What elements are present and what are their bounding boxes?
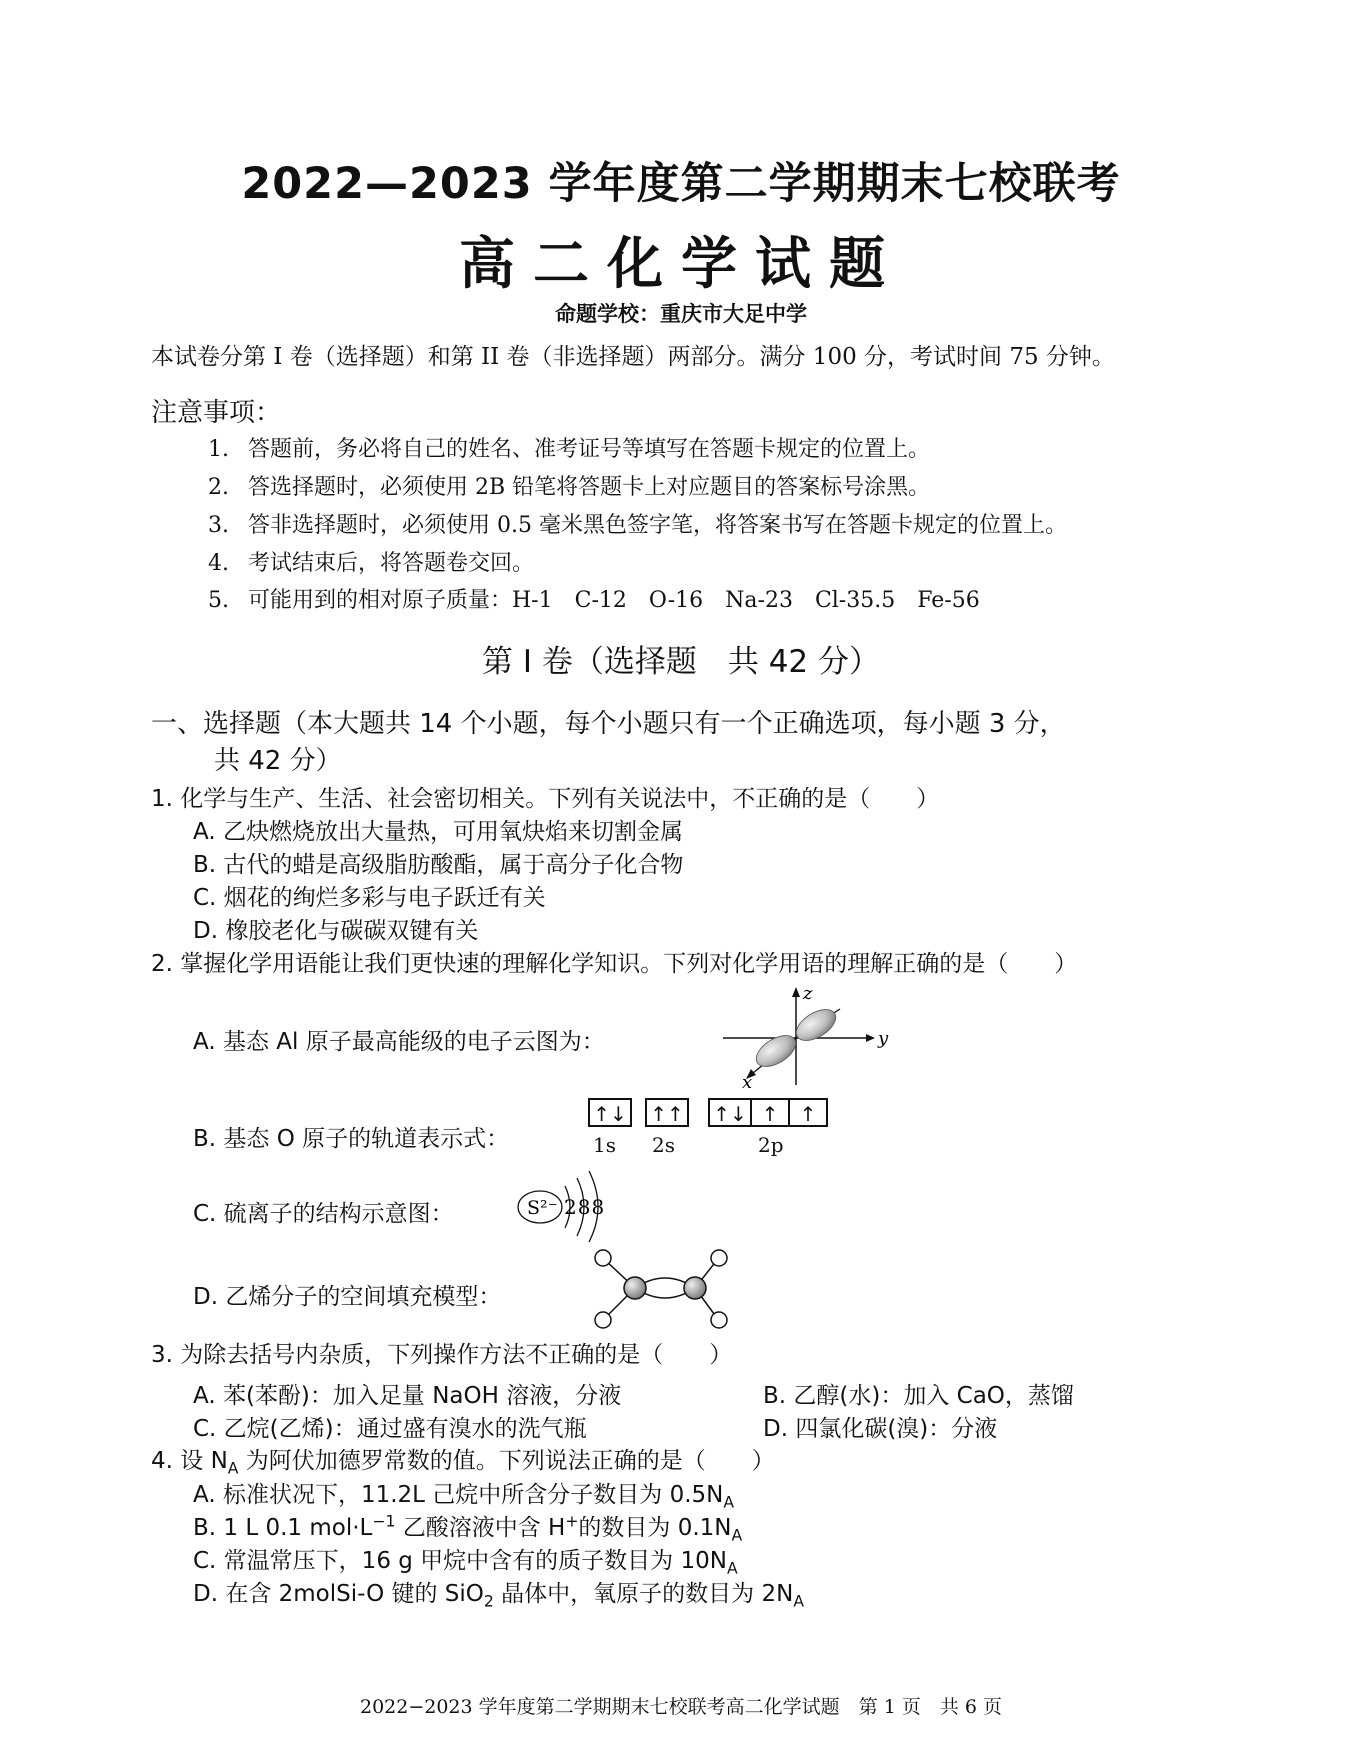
electron-shell-counts: 288: [564, 1195, 606, 1219]
q4-option-b: [193, 1509, 742, 1545]
q3-option-c: C. 乙烷(乙烯)：通过盛有溴水的洗气瓶: [193, 1416, 587, 1442]
orbital-label-2p: 2p: [758, 1133, 784, 1157]
note-text: 答非选择题时，必须使用 0.5 毫米黑色签字笔，将答案书写在答题卡规定的位置上。: [248, 513, 1067, 538]
note-text: 可能用到的相对原子质量：H-1 C-12 O-16 Na-23 Cl-35.5 Fe-56: [248, 588, 980, 613]
note-item: [208, 583, 980, 614]
page-footer: 2022−2023 学年度第二学期期末七校联考高二化学试题 第 1 页 共 6 页: [359, 1696, 1002, 1718]
q3-option-a: A. 苯(苯酚)：加入足量 NaOH 溶液，分液: [193, 1383, 622, 1409]
q4-option-a: [193, 1476, 734, 1512]
q1-option-b: B. 古代的蜡是高级脂肪酸酯，属于高分子化合物: [193, 852, 684, 878]
note-item: [208, 432, 930, 463]
setter-school: 命题学校：重庆市大足中学: [555, 301, 807, 326]
note-item: [208, 470, 930, 501]
q4-stem-subscript: A: [227, 1458, 239, 1478]
q4-d-text: D. 在含 2molSi-O 键的 SiO: [193, 1581, 484, 1607]
q4-a-text: A. 标准状况下，11.2L 己烷中所含分子数目为 0.5N: [193, 1482, 724, 1508]
q1-stem: 1. 化学与生产、生活、社会密切相关。下列有关说法中，不正确的是（ ）: [151, 786, 940, 812]
q3-option-d: D. 四氯化碳(溴)：分液: [763, 1416, 998, 1442]
note-item: [208, 546, 534, 577]
orbital-label-1s: 1s: [593, 1133, 616, 1157]
q4-stem: [151, 1442, 775, 1478]
note-number: 1.: [208, 437, 229, 462]
note-text: 答选择题时，必须使用 2B 铅笔将答题卡上对应题目的答案标号涂黑。: [248, 475, 931, 500]
note-text: 答题前，务必将自己的姓名、准考证号等填写在答题卡规定的位置上。: [248, 437, 931, 462]
q4-b-text: B. 1 L 0.1 mol·L: [193, 1515, 373, 1541]
q4-b-superscript-2: +: [565, 1511, 579, 1531]
ethylene-filling-model: [585, 1246, 735, 1331]
q3-option-b: B. 乙醇(水)：加入 CaO，蒸馏: [763, 1383, 1074, 1409]
q2-option-c: C. 硫离子的结构示意图：: [193, 1201, 454, 1227]
q4-stem-text-2: 为阿伏加德罗常数的值。下列说法正确的是（ ）: [238, 1448, 775, 1474]
note-item: [208, 508, 1067, 539]
q1-option-a: A. 乙炔燃烧放出大量热，可用氧炔焰来切割金属: [193, 819, 683, 845]
q4-b-text-2: 乙酸溶液中含 H: [395, 1515, 566, 1541]
q4-stem-text: 4. 设 N: [151, 1448, 228, 1474]
q4-b-subscript: A: [731, 1525, 743, 1545]
q1-option-d: D. 橡胶老化与碳碳双键有关: [193, 918, 479, 944]
exam-title: 2022—2023 学年度第二学期期末七校联考: [241, 159, 1121, 209]
q4-d-text-2: 晶体中，氧原子的数目为 2N: [493, 1581, 794, 1607]
orbital-label-2s: 2s: [652, 1133, 675, 1157]
exam-intro: 本试卷分第 I 卷（选择题）和第 II 卷（非选择题）两部分。满分 100 分，考试时间 75 分钟。: [151, 344, 1115, 370]
y-axis-label: y: [878, 1028, 889, 1049]
q2-option-a: A. 基态 Al 原子最高能级的电子云图为：: [193, 1029, 605, 1055]
note-number: 3.: [208, 513, 229, 538]
section1-heading-cont: 共 42 分）: [214, 746, 342, 776]
q4-a-subscript: A: [723, 1492, 735, 1512]
orbital-box-2p-2: ↑: [750, 1098, 790, 1127]
q2-stem: 2. 掌握化学用语能让我们更快速的理解化学知识。下列对化学用语的理解正确的是（ ）: [151, 951, 1078, 977]
sulfide-ion-structure-diagram: [515, 1168, 615, 1243]
subject-title: 高二化学试题: [459, 232, 903, 297]
orbital-box-2p-3: ↑: [788, 1098, 828, 1127]
q3-stem: 3. 为除去括号内杂质，下列操作方法不正确的是（ ）: [151, 1342, 733, 1368]
z-axis-label: z: [803, 985, 813, 1004]
section1-heading: 一、选择题（本大题共 14 个小题，每个小题只有一个正确选项，每小题 3 分，: [151, 709, 1066, 739]
orbital-box-1s: ↑↓: [588, 1098, 632, 1127]
notes-heading: 注意事项：: [151, 398, 282, 428]
orbital-box-2p-1: ↑↓: [708, 1098, 752, 1127]
note-text: 考试结束后，将答题卷交回。: [248, 551, 535, 576]
sulfur-nucleus-label: S²⁻: [527, 1197, 558, 1219]
note-number: 2.: [208, 475, 229, 500]
q4-option-d: [193, 1575, 804, 1611]
x-axis-label: x: [742, 1072, 753, 1090]
note-number: 5.: [208, 588, 229, 613]
q4-option-c: [193, 1542, 738, 1578]
note-number: 4.: [208, 551, 229, 576]
q4-b-superscript: −1: [372, 1511, 396, 1531]
p-orbital-cloud-diagram: [718, 985, 898, 1090]
orbital-diagram: [588, 1098, 838, 1160]
q4-c-subscript: A: [726, 1558, 738, 1578]
q4-d-subscript-2: A: [793, 1591, 805, 1611]
q1-option-c: C. 烟花的绚烂多彩与电子跃迁有关: [193, 885, 546, 911]
q4-d-subscript: 2: [483, 1591, 494, 1611]
q4-c-text: C. 常温常压下，16 g 甲烷中含有的质子数目为 10N: [193, 1548, 727, 1574]
q2-option-d: D. 乙烯分子的空间填充模型：: [193, 1284, 502, 1310]
orbital-box-2s: ↑↑: [645, 1098, 689, 1127]
part1-title: 第 I 卷（选择题 共 42 分）: [481, 644, 880, 680]
q2-option-b: B. 基态 O 原子的轨道表示式：: [193, 1126, 510, 1152]
q4-b-text-3: 的数目为 0.1N: [578, 1515, 732, 1541]
